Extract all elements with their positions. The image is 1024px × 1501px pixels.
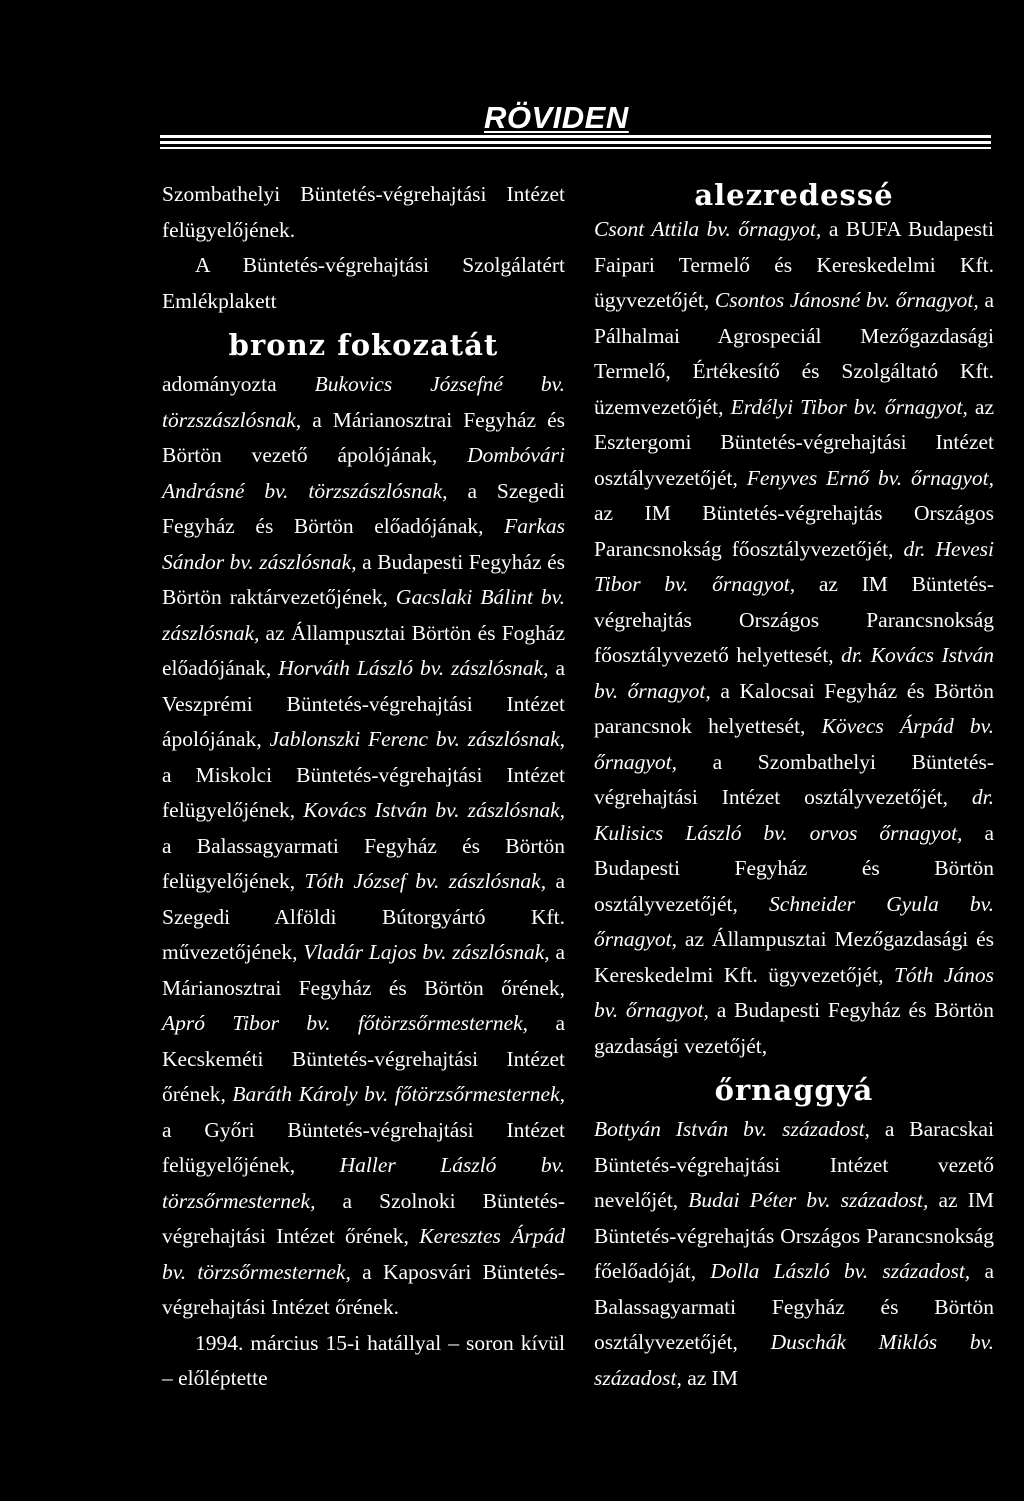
text-run: az Esztergomi Büntetés-végrehajtási Intézet osztályvezetőjét, [594,394,994,490]
text-run: a Szombathelyi Büntetés-végrehajtási Intézet osztályvezetőjét, [594,749,994,809]
person-name: Jablonszki Ferenc bv. zászlósnak, [269,727,566,751]
text-run: az IM Büntetés-végrehajtás Országos Parancsnokság főosztályvezetőjét, [594,501,994,561]
person-name: Budai Péter bv. századost, [688,1188,929,1212]
person-name: Apró Tibor bv. főtörzsőrmesternek, [162,1011,529,1035]
text-run: adományozta [162,372,315,396]
person-name: Csontos Jánosné bv. őrnagyot, [714,288,979,312]
person-name: Tóth János bv. őrnagyot, [594,962,994,1022]
person-name: Bottyán István bv. századost, [594,1117,870,1141]
text-run: Szombathelyi Büntetés-végrehajtási Intézet felügyelőjének. [162,182,565,242]
header-rule [160,147,991,149]
text-run: a Veszprémi Büntetés-végrehajtási Intézet ápolójának, [162,656,565,751]
rank-heading: alezredessé [694,178,894,212]
text-run: a Szegedi Alföldi Bútorgyártó Kft. művezetőjének, [162,869,566,964]
person-name: Erdélyi Tibor bv. őrnagyot, [730,394,968,419]
text-run: a Budapesti Fegyház és Börtön raktárvezetőjének, [162,549,565,609]
paragraph [162,1326,565,1397]
section-title: RÖVIDEN [484,100,629,135]
person-name: Horváth László bv. zászlósnak, [278,656,549,680]
person-name: Kövecs Árpád bv. őrnagyot, [594,714,994,774]
text-run: a Budapesti Fegyház és Börtön osztályvezetőjét, [594,820,994,916]
person-name: Baráth Károly bv. főtörzsőrmesternek, [232,1082,565,1106]
person-name: dr. Hevesi Tibor bv. őrnagyot, [594,536,995,596]
text-run: a Balassagyarmati Fegyház és Börtön felügyelőjének, [162,833,565,893]
text-run: 1994. március 15-i hatállyal – soron kívül – előléptette [162,1330,565,1390]
text-run: az Állampusztai Mezőgazdasági és Kereskedelmi Kft. ügyvezetőjét, [594,927,994,987]
person-name: Kovács István bv. zászlósnak, [303,798,565,822]
person-name: Tóth József bv. zászlósnak, [304,869,547,893]
text-run: a Miskolci Büntetés-végrehajtási Intézet felügyelőjének, [162,762,565,822]
text-run: a Kalocsai Fegyház és Börtön parancsnok helyettesét, [594,678,994,738]
text-run: a Szolnoki Büntetés-végrehajtási Intézet őrének, [162,1188,565,1248]
paragraph [162,367,565,1326]
rank-heading: őrnaggyá [714,1073,874,1107]
text-run: az Állampusztai Börtön és Fogház előadójának, [162,620,565,680]
paragraph [594,212,994,1064]
person-name: Dolla László bv. századost, [710,1259,971,1283]
person-name: Dombóvári Andrásné bv. törzszászlósnak, [162,443,565,503]
text-run: a Szegedi Fegyház és Börtön előadójának, [162,478,565,538]
text-run: a Márianosztrai Fegyház és Börtön vezető ápolójának, [162,407,565,467]
text-run: a BUFA Budapesti Faipari Termelő és Kereskedelmi Kft. ügyvezetőjét, [594,217,994,312]
person-name: Gacslaki Bálint bv. zászlósnak, [162,585,565,645]
person-name: Keresztes Árpád bv. törzsőrmesternek, [162,1224,565,1284]
text-run: a Budapesti Fegyház és Börtön gazdasági vezetőjét, [594,998,994,1058]
header-rule [160,141,991,144]
person-name: Fenyves Ernő bv. őrnagyot, [746,465,994,490]
text-run: a Pálhalmai Agrospeciál Mezőgazdasági Termelő, Értékesítő és Szolgáltató Kft. üzemvezetőjét, [594,288,995,419]
text-run: a Kecskeméti Büntetés-végrehajtási Intézet őrének, [162,1011,565,1106]
text-run: a Kaposvári Büntetés-végrehajtási Intézet őrének. [162,1259,565,1319]
person-name: Farkas Sándor bv. zászlósnak, [162,514,565,574]
person-name: dr. Kulisics László bv. orvos őrnagyot, [594,785,994,845]
right-column [594,177,994,1417]
person-name: Duschák Miklós bv. századost, [594,1330,994,1390]
text-run: a Márianosztrai Fegyház és Börtön őrének, [162,940,565,1000]
paragraph [162,177,565,248]
award-heading: bronz fokozatát [228,328,499,362]
text-run: a Balassagyarmati Fegyház és Börtön osztályvezetőjét, [594,1259,994,1354]
left-column [162,177,565,1417]
paragraph [594,1112,994,1396]
person-name: Schneider Gyula bv. őrnagyot, [594,891,994,951]
text-run: A Büntetés-végrehajtási Szolgálatért Emlékplakett [162,253,565,313]
text-run: a Baracskai Büntetés-végrehajtási Intézet vezető nevelőjét, [594,1117,994,1212]
person-name: Haller László bv. törzsőrmesternek, [162,1153,565,1213]
header-rule [160,135,991,138]
text-run: az IM Büntetés-végrehajtás Országos Parancsnokság főosztályvezető helyettesét, [594,572,994,667]
text-run: az IM Büntetés-végrehajtás Országos Parancsnokság főelőadóját, [594,1188,994,1283]
person-name: Csont Attila bv. őrnagyot, [594,217,822,241]
text-run: az IM [681,1365,738,1390]
person-name: Bukovics Józsefné bv. törzszászlósnak, [162,372,565,432]
paragraph [162,248,565,319]
person-name: dr. Kovács István bv. őrnagyot, [594,643,994,703]
text-run: a Győri Büntetés-végrehajtási Intézet felügyelőjének, [162,1117,565,1177]
person-name: Vladár Lajos bv. zászlósnak, [303,940,550,964]
